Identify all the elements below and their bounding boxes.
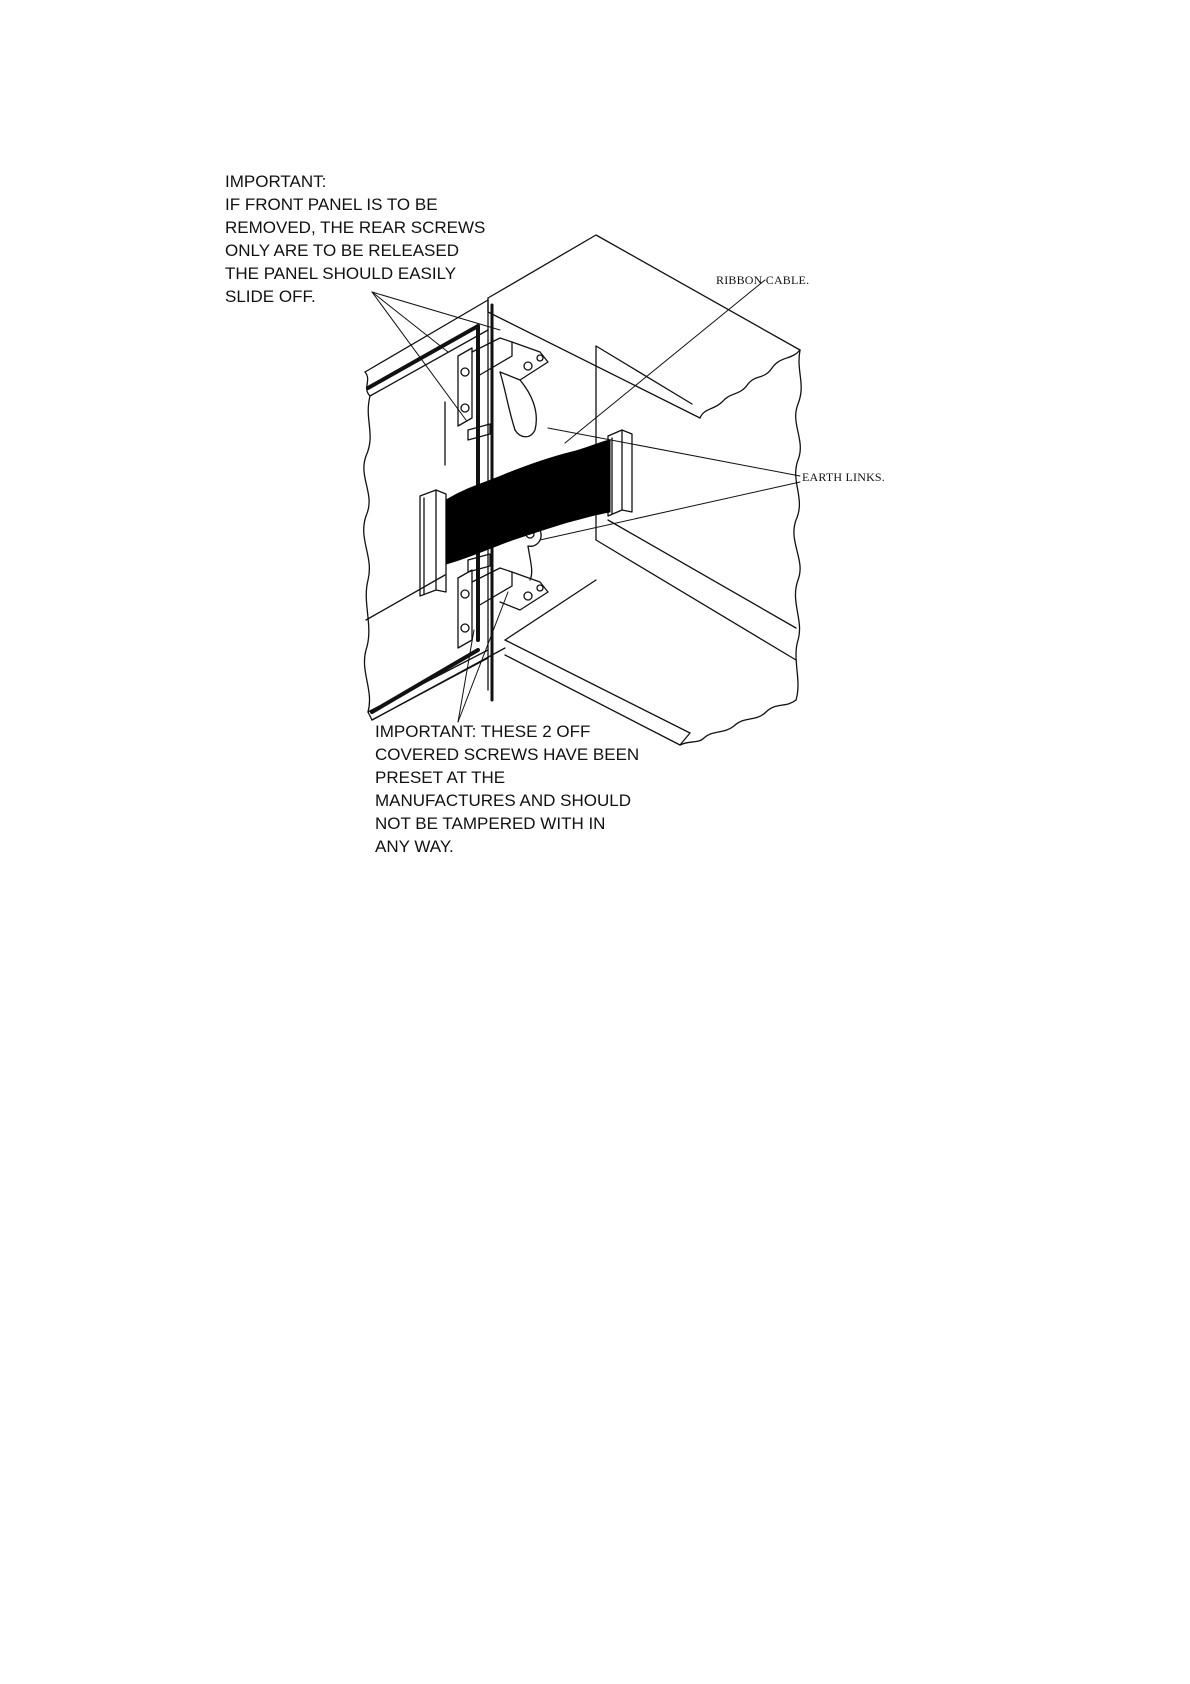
note-line: ONLY ARE TO BE RELEASED <box>225 241 460 260</box>
note-line: PRESET AT THE <box>375 768 506 787</box>
rear-screws-note <box>225 170 485 308</box>
covered-screws-note <box>375 720 639 858</box>
lower-hinge <box>458 554 548 648</box>
note-line: IF FRONT PANEL IS TO BE <box>225 195 438 214</box>
note-line: MANUFACTURES AND SHOULD <box>375 791 631 810</box>
note-line: IMPORTANT: THESE 2 OFF <box>375 722 591 741</box>
note-line: ANY WAY. <box>375 837 454 856</box>
note-line: SLIDE OFF. <box>225 287 316 306</box>
left-connector <box>420 490 446 596</box>
note-line: REMOVED, THE REAR SCREWS <box>225 218 486 237</box>
note-line: IMPORTANT: <box>225 172 327 191</box>
note-line: NOT BE TAMPERED WITH IN <box>375 814 606 833</box>
ribbon-cable-label: RIBBON CABLE. <box>716 273 810 287</box>
upper-hinge <box>458 338 548 440</box>
cabinet-side-panel <box>505 350 801 745</box>
note-line: COVERED SCREWS HAVE BEEN <box>375 745 640 764</box>
earth-links-label: EARTH LINKS. <box>802 470 886 484</box>
note-line: THE PANEL SHOULD EASILY <box>225 264 457 283</box>
